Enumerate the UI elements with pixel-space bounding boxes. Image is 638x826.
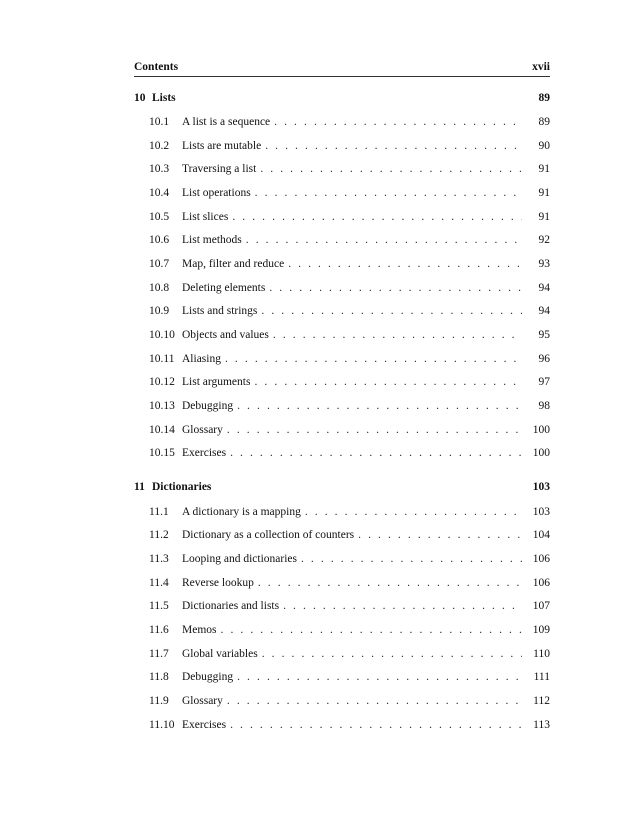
chapter-page: 103 bbox=[532, 481, 550, 493]
section-page: 91 bbox=[538, 211, 550, 223]
toc-entry[interactable] bbox=[134, 552, 550, 566]
chapter-10-heading[interactable] bbox=[134, 92, 550, 106]
section-title: Exercises bbox=[182, 718, 230, 732]
toc-entry[interactable] bbox=[134, 623, 550, 637]
section-page: 111 bbox=[533, 671, 550, 683]
dot-leader bbox=[283, 599, 522, 613]
section-title: Exercises bbox=[182, 446, 230, 460]
section-title: Looping and dictionaries bbox=[182, 552, 301, 566]
section-number: 11.9 bbox=[149, 695, 169, 707]
section-title: Debugging bbox=[182, 399, 237, 413]
section-title: Dictionary as a collection of counters bbox=[182, 528, 358, 542]
toc-entry[interactable] bbox=[134, 670, 550, 684]
section-number: 11.3 bbox=[149, 553, 169, 565]
section-page: 106 bbox=[532, 577, 550, 589]
toc-entry[interactable] bbox=[134, 115, 550, 129]
dot-leader bbox=[288, 257, 522, 271]
toc-entry[interactable] bbox=[134, 399, 550, 413]
chapter-11-heading[interactable] bbox=[134, 481, 550, 495]
dot-leader bbox=[255, 186, 522, 200]
section-page: 112 bbox=[533, 695, 550, 707]
section-number: 11.7 bbox=[149, 648, 169, 660]
section-number: 10.6 bbox=[149, 234, 170, 246]
running-header bbox=[134, 61, 550, 75]
toc-entry[interactable] bbox=[134, 505, 550, 519]
toc-entry[interactable] bbox=[134, 528, 550, 542]
section-title: Reverse lookup bbox=[182, 576, 258, 590]
section-title: Traversing a list bbox=[182, 162, 260, 176]
chapter-title: Lists bbox=[152, 92, 176, 104]
dot-leader bbox=[258, 576, 522, 590]
toc-entry[interactable] bbox=[134, 352, 550, 366]
header-contents-label: Contents bbox=[134, 61, 179, 73]
dot-leader bbox=[273, 328, 522, 342]
toc-entry[interactable] bbox=[134, 599, 550, 613]
section-title: A list is a sequence bbox=[182, 115, 274, 129]
section-number: 11.2 bbox=[149, 529, 169, 541]
section-page: 90 bbox=[538, 140, 550, 152]
section-title: Aliasing bbox=[182, 352, 225, 366]
section-page: 91 bbox=[538, 163, 550, 175]
dot-leader bbox=[274, 115, 522, 129]
dot-leader bbox=[246, 233, 522, 247]
section-number: 10.8 bbox=[149, 282, 170, 294]
toc-entry[interactable] bbox=[134, 257, 550, 271]
dot-leader bbox=[265, 139, 522, 153]
section-title: Objects and values bbox=[182, 328, 273, 342]
dot-leader bbox=[237, 399, 522, 413]
toc-entry[interactable] bbox=[134, 304, 550, 318]
section-number: 10.11 bbox=[149, 353, 175, 365]
section-title: Lists are mutable bbox=[182, 139, 265, 153]
toc-entry[interactable] bbox=[134, 423, 550, 437]
toc-entry[interactable] bbox=[134, 694, 550, 708]
section-title: Deleting elements bbox=[182, 281, 269, 295]
section-title: Glossary bbox=[182, 694, 227, 708]
toc-entry[interactable] bbox=[134, 210, 550, 224]
toc-entry[interactable] bbox=[134, 446, 550, 460]
section-number: 10.14 bbox=[149, 424, 175, 436]
section-number: 11.6 bbox=[149, 624, 169, 636]
dot-leader bbox=[358, 528, 522, 542]
toc-entry[interactable] bbox=[134, 233, 550, 247]
section-number: 10.15 bbox=[149, 447, 175, 459]
dot-leader bbox=[227, 694, 522, 708]
section-page: 97 bbox=[538, 376, 550, 388]
section-number: 10.5 bbox=[149, 211, 170, 223]
dot-leader bbox=[230, 718, 522, 732]
section-page: 95 bbox=[538, 329, 550, 341]
chapter-page: 89 bbox=[538, 92, 550, 104]
section-number: 10.9 bbox=[149, 305, 170, 317]
section-number: 10.10 bbox=[149, 329, 175, 341]
section-title: Glossary bbox=[182, 423, 227, 437]
dot-leader bbox=[261, 304, 522, 318]
section-number: 10.12 bbox=[149, 376, 175, 388]
section-number: 10.13 bbox=[149, 400, 175, 412]
dot-leader bbox=[237, 670, 522, 684]
section-page: 91 bbox=[538, 187, 550, 199]
section-page: 103 bbox=[532, 506, 550, 518]
section-title: Lists and strings bbox=[182, 304, 261, 318]
toc-entry[interactable] bbox=[134, 576, 550, 590]
chapter-title: Dictionaries bbox=[152, 481, 212, 493]
section-number: 10.1 bbox=[149, 116, 170, 128]
dot-leader bbox=[269, 281, 522, 295]
section-number: 11.10 bbox=[149, 719, 175, 731]
section-number: 11.8 bbox=[149, 671, 169, 683]
section-title: List slices bbox=[182, 210, 232, 224]
section-number: 11.1 bbox=[149, 506, 169, 518]
section-title: List operations bbox=[182, 186, 255, 200]
dot-leader bbox=[254, 375, 522, 389]
section-title: List methods bbox=[182, 233, 246, 247]
toc-entry[interactable] bbox=[134, 328, 550, 342]
header-page-number: xvii bbox=[532, 61, 550, 73]
section-number: 11.4 bbox=[149, 577, 169, 589]
dot-leader bbox=[225, 352, 522, 366]
section-title: Global variables bbox=[182, 647, 262, 661]
section-page: 100 bbox=[532, 424, 550, 436]
dot-leader bbox=[230, 446, 522, 460]
section-number: 10.4 bbox=[149, 187, 170, 199]
section-title: A dictionary is a mapping bbox=[182, 505, 305, 519]
section-page: 113 bbox=[533, 719, 550, 731]
section-page: 89 bbox=[538, 116, 550, 128]
section-page: 98 bbox=[538, 400, 550, 412]
section-page: 110 bbox=[533, 648, 550, 660]
section-number: 11.5 bbox=[149, 600, 169, 612]
toc-entry[interactable] bbox=[134, 186, 550, 200]
toc-entry[interactable] bbox=[134, 139, 550, 153]
toc-entry[interactable] bbox=[134, 162, 550, 176]
chapter-number: 11 bbox=[134, 481, 145, 493]
section-page: 94 bbox=[538, 305, 550, 317]
dot-leader bbox=[221, 623, 523, 637]
dot-leader bbox=[301, 552, 522, 566]
section-title: Dictionaries and lists bbox=[182, 599, 283, 613]
toc-entry[interactable] bbox=[134, 375, 550, 389]
section-page: 92 bbox=[538, 234, 550, 246]
section-page: 96 bbox=[538, 353, 550, 365]
section-page: 104 bbox=[532, 529, 550, 541]
section-page: 107 bbox=[532, 600, 550, 612]
toc-entry[interactable] bbox=[134, 718, 550, 732]
dot-leader bbox=[232, 210, 522, 224]
section-number: 10.2 bbox=[149, 140, 170, 152]
section-number: 10.3 bbox=[149, 163, 170, 175]
section-page: 106 bbox=[532, 553, 550, 565]
section-page: 109 bbox=[532, 624, 550, 636]
section-title: Map, filter and reduce bbox=[182, 257, 288, 271]
dot-leader bbox=[227, 423, 522, 437]
section-title: Debugging bbox=[182, 670, 237, 684]
section-title: List arguments bbox=[182, 375, 254, 389]
toc-entry[interactable] bbox=[134, 281, 550, 295]
section-title: Memos bbox=[182, 623, 221, 637]
section-page: 93 bbox=[538, 258, 550, 270]
section-page: 100 bbox=[532, 447, 550, 459]
dot-leader bbox=[305, 505, 522, 519]
chapter-number: 10 bbox=[134, 92, 146, 104]
header-rule bbox=[134, 76, 550, 77]
section-page: 94 bbox=[538, 282, 550, 294]
toc-entry[interactable] bbox=[134, 647, 550, 661]
dot-leader bbox=[260, 162, 522, 176]
section-number: 10.7 bbox=[149, 258, 170, 270]
dot-leader bbox=[262, 647, 522, 661]
